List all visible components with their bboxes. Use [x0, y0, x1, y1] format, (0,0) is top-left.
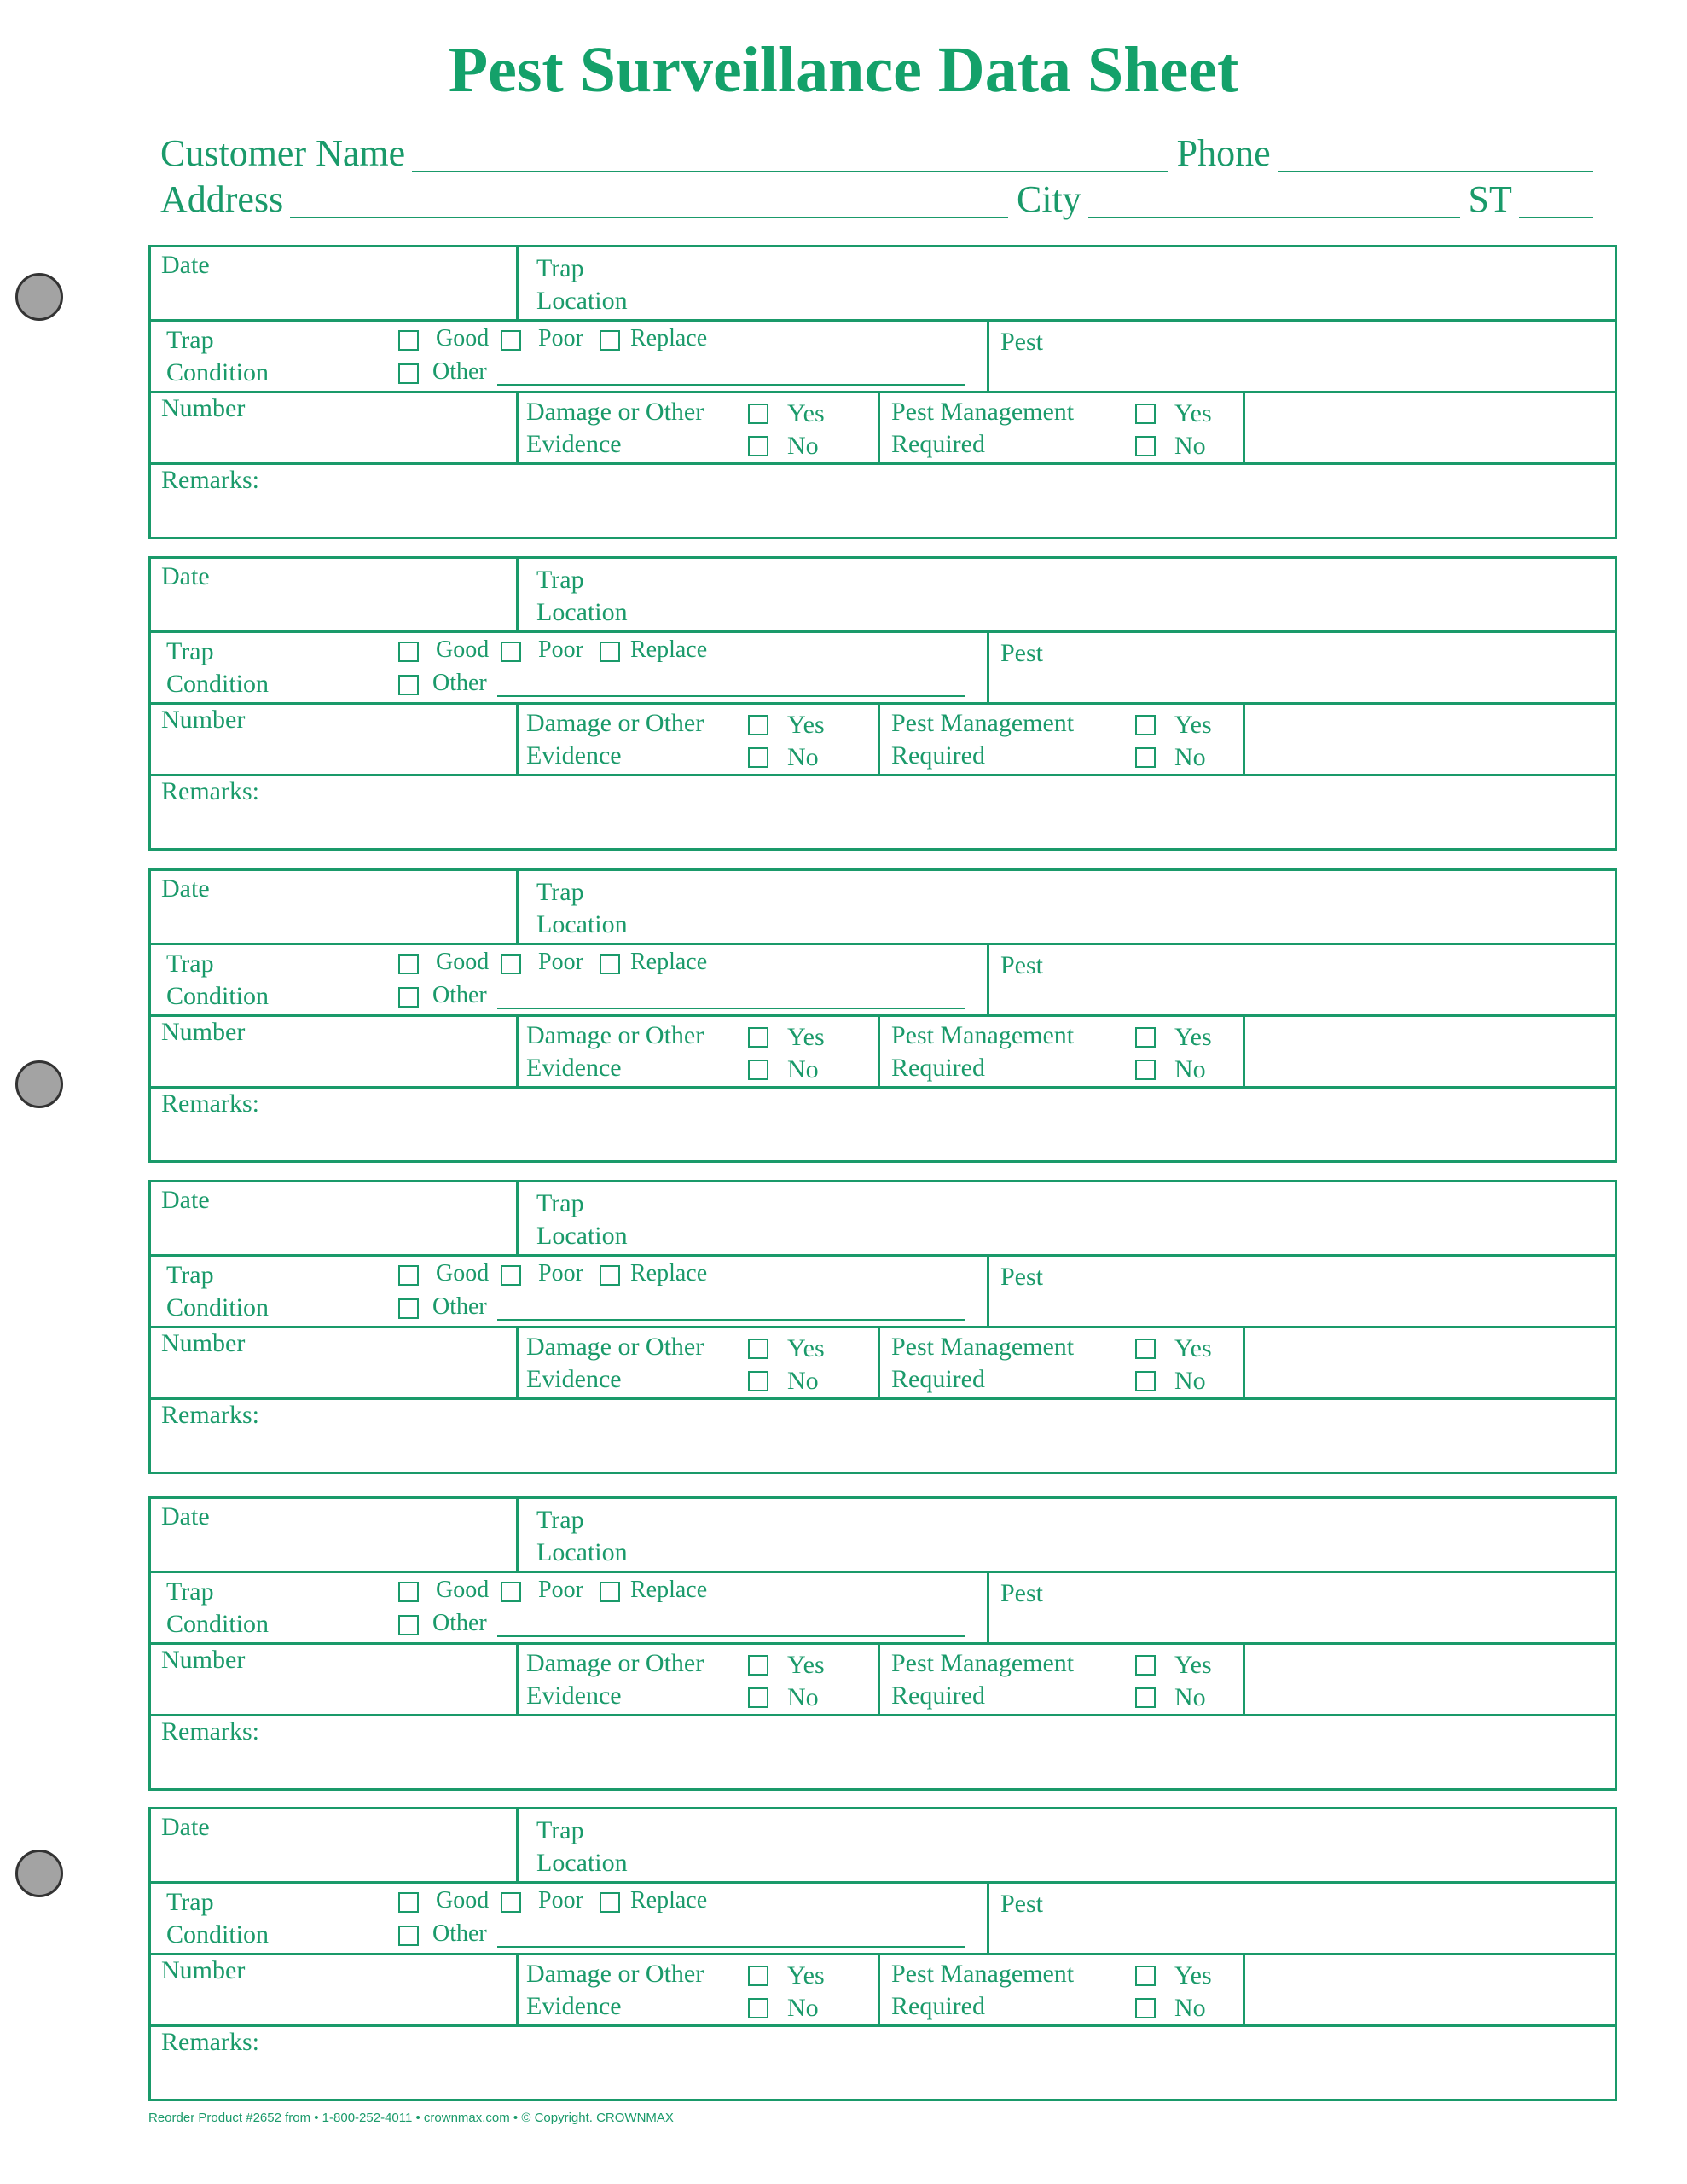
- date-field[interactable]: [151, 871, 516, 943]
- pest-mgmt-no-checkbox[interactable]: [1135, 747, 1156, 768]
- poor-label: Poor: [538, 325, 583, 351]
- pest-mgmt-label: Pest Management: [891, 1649, 1075, 1677]
- remarks-field[interactable]: [151, 776, 1615, 848]
- number-field[interactable]: [151, 393, 516, 462]
- replace-label: Replace: [630, 325, 708, 351]
- customer-name-label: Customer Name: [160, 132, 406, 174]
- pest-mgmt-no-checkbox[interactable]: [1135, 1687, 1156, 1708]
- replace-label: Replace: [630, 1887, 708, 1914]
- pest-label: Pest: [1000, 1890, 1044, 1918]
- damage-yes-checkbox[interactable]: [748, 1339, 768, 1359]
- trap-location-label-2: Location: [536, 1538, 628, 1566]
- pest-mgmt-no-label: No: [1174, 1055, 1206, 1083]
- other-field[interactable]: [497, 384, 965, 386]
- required-label: Required: [891, 1682, 985, 1710]
- pest-mgmt-no-checkbox[interactable]: [1135, 1371, 1156, 1391]
- pest-mgmt-yes-label: Yes: [1174, 399, 1212, 427]
- date-label: Date: [161, 1502, 210, 1531]
- trap-condition-label: Trap: [166, 326, 214, 354]
- damage-label: Damage or Other: [526, 1021, 704, 1049]
- pest-mgmt-yes-checkbox[interactable]: [1135, 1966, 1156, 1986]
- replace-checkbox[interactable]: [600, 954, 620, 974]
- good-checkbox[interactable]: [398, 1892, 419, 1913]
- trap-location-label: Trap: [536, 1816, 584, 1844]
- remarks-label: Remarks:: [161, 777, 259, 805]
- date-label: Date: [161, 1186, 210, 1214]
- extra-field[interactable]: [1245, 393, 1615, 462]
- other-field[interactable]: [497, 695, 965, 697]
- pest-mgmt-no-checkbox[interactable]: [1135, 1998, 1156, 2018]
- damage-no-checkbox[interactable]: [748, 1687, 768, 1708]
- pest-mgmt-yes-label: Yes: [1174, 1023, 1212, 1051]
- other-checkbox[interactable]: [398, 1926, 419, 1946]
- number-field[interactable]: [151, 1645, 516, 1714]
- damage-no-checkbox[interactable]: [748, 436, 768, 456]
- remarks-label: Remarks:: [161, 2028, 259, 2056]
- trap-location-field[interactable]: [519, 1182, 1615, 1254]
- pest-mgmt-no-label: No: [1174, 1994, 1206, 2022]
- address-field[interactable]: [290, 181, 1008, 218]
- trap-condition-label-2: Condition: [166, 1293, 270, 1321]
- replace-checkbox[interactable]: [600, 1265, 620, 1286]
- damage-no-label: No: [787, 1055, 819, 1083]
- pest-field[interactable]: [989, 633, 1615, 702]
- pest-label: Pest: [1000, 639, 1044, 667]
- customer-info-row-1: [160, 121, 1602, 172]
- good-checkbox[interactable]: [398, 642, 419, 662]
- required-label: Required: [891, 1992, 985, 2020]
- city-label: City: [1016, 178, 1081, 220]
- remarks-label: Remarks:: [161, 1401, 259, 1429]
- number-field[interactable]: [151, 1955, 516, 2024]
- customer-info-row-2: [160, 167, 1602, 218]
- number-field[interactable]: [151, 705, 516, 774]
- pest-mgmt-yes-checkbox[interactable]: [1135, 1339, 1156, 1359]
- date-label: Date: [161, 562, 210, 590]
- other-field[interactable]: [497, 1319, 965, 1321]
- replace-label: Replace: [630, 1260, 708, 1287]
- replace-label: Replace: [630, 949, 708, 975]
- evidence-label: Evidence: [526, 1992, 622, 2020]
- good-label: Good: [436, 1887, 490, 1914]
- surveillance-entry: [148, 245, 1617, 539]
- damage-no-checkbox[interactable]: [748, 1371, 768, 1391]
- damage-no-label: No: [787, 432, 819, 460]
- other-checkbox[interactable]: [398, 1298, 419, 1319]
- trap-location-field[interactable]: [519, 247, 1615, 319]
- good-label: Good: [436, 636, 490, 663]
- trap-location-field[interactable]: [519, 559, 1615, 630]
- evidence-label: Evidence: [526, 741, 622, 770]
- pest-field[interactable]: [989, 1884, 1615, 1953]
- good-label: Good: [436, 325, 490, 351]
- replace-label: Replace: [630, 1577, 708, 1603]
- pest-field[interactable]: [989, 1257, 1615, 1326]
- other-checkbox[interactable]: [398, 1615, 419, 1635]
- pest-mgmt-no-checkbox[interactable]: [1135, 1060, 1156, 1080]
- trap-condition-label-2: Condition: [166, 1610, 270, 1638]
- required-label: Required: [891, 430, 985, 458]
- other-label: Other: [432, 1610, 487, 1636]
- trap-location-field[interactable]: [519, 1499, 1615, 1571]
- damage-label: Damage or Other: [526, 1333, 704, 1361]
- remarks-field[interactable]: [151, 1400, 1615, 1472]
- other-label: Other: [432, 982, 487, 1008]
- number-label: Number: [161, 1329, 246, 1357]
- damage-yes-checkbox[interactable]: [748, 1027, 768, 1048]
- damage-yes-label: Yes: [787, 1334, 825, 1362]
- other-checkbox[interactable]: [398, 987, 419, 1008]
- replace-checkbox[interactable]: [600, 330, 620, 351]
- pest-mgmt-yes-label: Yes: [1174, 1334, 1212, 1362]
- poor-label: Poor: [538, 1260, 583, 1287]
- pest-mgmt-label: Pest Management: [891, 398, 1075, 426]
- pest-mgmt-label: Pest Management: [891, 709, 1075, 737]
- remarks-field[interactable]: [151, 465, 1615, 537]
- required-label: Required: [891, 1365, 985, 1393]
- date-label: Date: [161, 874, 210, 903]
- trap-location-field[interactable]: [519, 871, 1615, 943]
- pest-mgmt-no-label: No: [1174, 743, 1206, 771]
- pest-mgmt-label: Pest Management: [891, 1021, 1075, 1049]
- date-field[interactable]: [151, 1499, 516, 1571]
- poor-checkbox[interactable]: [501, 330, 521, 351]
- trap-condition-label: Trap: [166, 950, 214, 978]
- damage-yes-label: Yes: [787, 1023, 825, 1051]
- other-checkbox[interactable]: [398, 675, 419, 695]
- good-checkbox[interactable]: [398, 1582, 419, 1602]
- pest-mgmt-yes-checkbox[interactable]: [1135, 1655, 1156, 1676]
- number-label: Number: [161, 1646, 246, 1674]
- replace-checkbox[interactable]: [600, 642, 620, 662]
- damage-no-checkbox[interactable]: [748, 1060, 768, 1080]
- pest-field[interactable]: [989, 322, 1615, 391]
- trap-condition-label-2: Condition: [166, 358, 270, 386]
- number-label: Number: [161, 706, 246, 734]
- state-label: ST: [1468, 178, 1512, 220]
- page-title: Pest Surveillance Data Sheet: [448, 34, 1239, 106]
- number-label: Number: [161, 1956, 246, 1984]
- phone-label: Phone: [1176, 132, 1271, 174]
- damage-no-label: No: [787, 1683, 819, 1711]
- damage-yes-label: Yes: [787, 1961, 825, 1989]
- pest-label: Pest: [1000, 1579, 1044, 1607]
- damage-label: Damage or Other: [526, 398, 704, 426]
- damage-no-label: No: [787, 743, 819, 771]
- damage-yes-checkbox[interactable]: [748, 715, 768, 735]
- date-field[interactable]: [151, 1809, 516, 1881]
- replace-checkbox[interactable]: [600, 1892, 620, 1913]
- other-field[interactable]: [497, 1635, 965, 1637]
- poor-checkbox[interactable]: [501, 1265, 521, 1286]
- trap-condition-label-2: Condition: [166, 982, 270, 1010]
- binder-hole: [15, 273, 63, 321]
- poor-checkbox[interactable]: [501, 954, 521, 974]
- pest-mgmt-no-label: No: [1174, 432, 1206, 460]
- trap-location-label-2: Location: [536, 1849, 628, 1877]
- trap-location-label: Trap: [536, 1189, 584, 1217]
- date-label: Date: [161, 1813, 210, 1841]
- extra-field[interactable]: [1245, 1328, 1615, 1397]
- number-field[interactable]: [151, 1017, 516, 1086]
- poor-label: Poor: [538, 1577, 583, 1603]
- other-label: Other: [432, 670, 487, 696]
- pest-field[interactable]: [989, 945, 1615, 1014]
- damage-yes-checkbox[interactable]: [748, 1655, 768, 1676]
- trap-condition-label-2: Condition: [166, 1920, 270, 1949]
- replace-label: Replace: [630, 636, 708, 663]
- remarks-label: Remarks:: [161, 1717, 259, 1745]
- poor-label: Poor: [538, 1887, 583, 1914]
- pest-mgmt-yes-label: Yes: [1174, 711, 1212, 739]
- pest-field[interactable]: [989, 1573, 1615, 1642]
- poor-checkbox[interactable]: [501, 1892, 521, 1913]
- good-label: Good: [436, 1260, 490, 1287]
- extra-field[interactable]: [1245, 1645, 1615, 1714]
- pest-label: Pest: [1000, 328, 1044, 356]
- other-label: Other: [432, 1293, 487, 1320]
- pest-mgmt-no-checkbox[interactable]: [1135, 436, 1156, 456]
- damage-yes-checkbox[interactable]: [748, 1966, 768, 1986]
- footer-reorder-info: Reorder Product #2652 from • 1-800-252-4011 • crownmax.com • © Copyright. CROWNMAX: [148, 2111, 674, 2125]
- damage-no-checkbox[interactable]: [748, 747, 768, 768]
- date-field[interactable]: [151, 247, 516, 319]
- pest-mgmt-no-label: No: [1174, 1683, 1206, 1711]
- extra-field[interactable]: [1245, 1955, 1615, 2024]
- damage-yes-label: Yes: [787, 399, 825, 427]
- surveillance-entry: [148, 868, 1617, 1163]
- number-label: Number: [161, 1018, 246, 1046]
- pest-mgmt-label: Pest Management: [891, 1333, 1075, 1361]
- surveillance-entry: [148, 556, 1617, 851]
- trap-location-label-2: Location: [536, 1222, 628, 1250]
- damage-label: Damage or Other: [526, 1960, 704, 1988]
- address-label: Address: [160, 178, 284, 220]
- good-checkbox[interactable]: [398, 1265, 419, 1286]
- trap-location-label: Trap: [536, 566, 584, 594]
- trap-location-label-2: Location: [536, 287, 628, 315]
- other-field[interactable]: [497, 1946, 965, 1948]
- damage-yes-label: Yes: [787, 1651, 825, 1679]
- poor-checkbox[interactable]: [501, 642, 521, 662]
- other-field[interactable]: [497, 1008, 965, 1009]
- good-checkbox[interactable]: [398, 954, 419, 974]
- trap-condition-label-2: Condition: [166, 670, 270, 698]
- state-field[interactable]: [1519, 181, 1593, 218]
- trap-location-label-2: Location: [536, 910, 628, 938]
- replace-checkbox[interactable]: [600, 1582, 620, 1602]
- pest-mgmt-yes-checkbox[interactable]: [1135, 715, 1156, 735]
- binder-hole: [15, 1060, 63, 1108]
- good-checkbox[interactable]: [398, 330, 419, 351]
- damage-label: Damage or Other: [526, 709, 704, 737]
- required-label: Required: [891, 741, 985, 770]
- poor-label: Poor: [538, 949, 583, 975]
- evidence-label: Evidence: [526, 1682, 622, 1710]
- damage-yes-checkbox[interactable]: [748, 404, 768, 424]
- damage-no-label: No: [787, 1994, 819, 2022]
- trap-location-label-2: Location: [536, 598, 628, 626]
- pest-mgmt-yes-label: Yes: [1174, 1961, 1212, 1989]
- trap-location-label: Trap: [536, 1506, 584, 1534]
- evidence-label: Evidence: [526, 1365, 622, 1393]
- pest-mgmt-yes-checkbox[interactable]: [1135, 404, 1156, 424]
- other-label: Other: [432, 1920, 487, 1947]
- date-field[interactable]: [151, 559, 516, 630]
- pest-mgmt-yes-label: Yes: [1174, 1651, 1212, 1679]
- remarks-field[interactable]: [151, 1089, 1615, 1160]
- surveillance-entry: [148, 1496, 1617, 1791]
- city-field[interactable]: [1088, 181, 1460, 218]
- poor-checkbox[interactable]: [501, 1582, 521, 1602]
- trap-location-label: Trap: [536, 878, 584, 906]
- trap-location-field[interactable]: [519, 1809, 1615, 1881]
- number-field[interactable]: [151, 1328, 516, 1397]
- damage-no-label: No: [787, 1367, 819, 1395]
- damage-label: Damage or Other: [526, 1649, 704, 1677]
- extra-field[interactable]: [1245, 705, 1615, 774]
- other-checkbox[interactable]: [398, 363, 419, 384]
- surveillance-entry: [148, 1180, 1617, 1474]
- damage-no-checkbox[interactable]: [748, 1998, 768, 2018]
- remarks-label: Remarks:: [161, 466, 259, 494]
- good-label: Good: [436, 1577, 490, 1603]
- evidence-label: Evidence: [526, 1054, 622, 1082]
- date-label: Date: [161, 251, 210, 279]
- other-label: Other: [432, 358, 487, 385]
- remarks-field[interactable]: [151, 2027, 1615, 2099]
- trap-location-label: Trap: [536, 254, 584, 282]
- trap-condition-label: Trap: [166, 1577, 214, 1606]
- pest-mgmt-yes-checkbox[interactable]: [1135, 1027, 1156, 1048]
- remarks-label: Remarks:: [161, 1089, 259, 1118]
- good-label: Good: [436, 949, 490, 975]
- pest-label: Pest: [1000, 1263, 1044, 1291]
- remarks-field[interactable]: [151, 1716, 1615, 1788]
- trap-condition-label: Trap: [166, 1261, 214, 1289]
- required-label: Required: [891, 1054, 985, 1082]
- number-label: Number: [161, 394, 246, 422]
- trap-condition-label: Trap: [166, 637, 214, 665]
- evidence-label: Evidence: [526, 430, 622, 458]
- trap-condition-label: Trap: [166, 1888, 214, 1916]
- pest-mgmt-no-label: No: [1174, 1367, 1206, 1395]
- surveillance-entry: [148, 1807, 1617, 2101]
- pest-label: Pest: [1000, 951, 1044, 979]
- poor-label: Poor: [538, 636, 583, 663]
- extra-field[interactable]: [1245, 1017, 1615, 1086]
- date-field[interactable]: [151, 1182, 516, 1254]
- damage-yes-label: Yes: [787, 711, 825, 739]
- pest-mgmt-label: Pest Management: [891, 1960, 1075, 1988]
- binder-hole: [15, 1850, 63, 1897]
